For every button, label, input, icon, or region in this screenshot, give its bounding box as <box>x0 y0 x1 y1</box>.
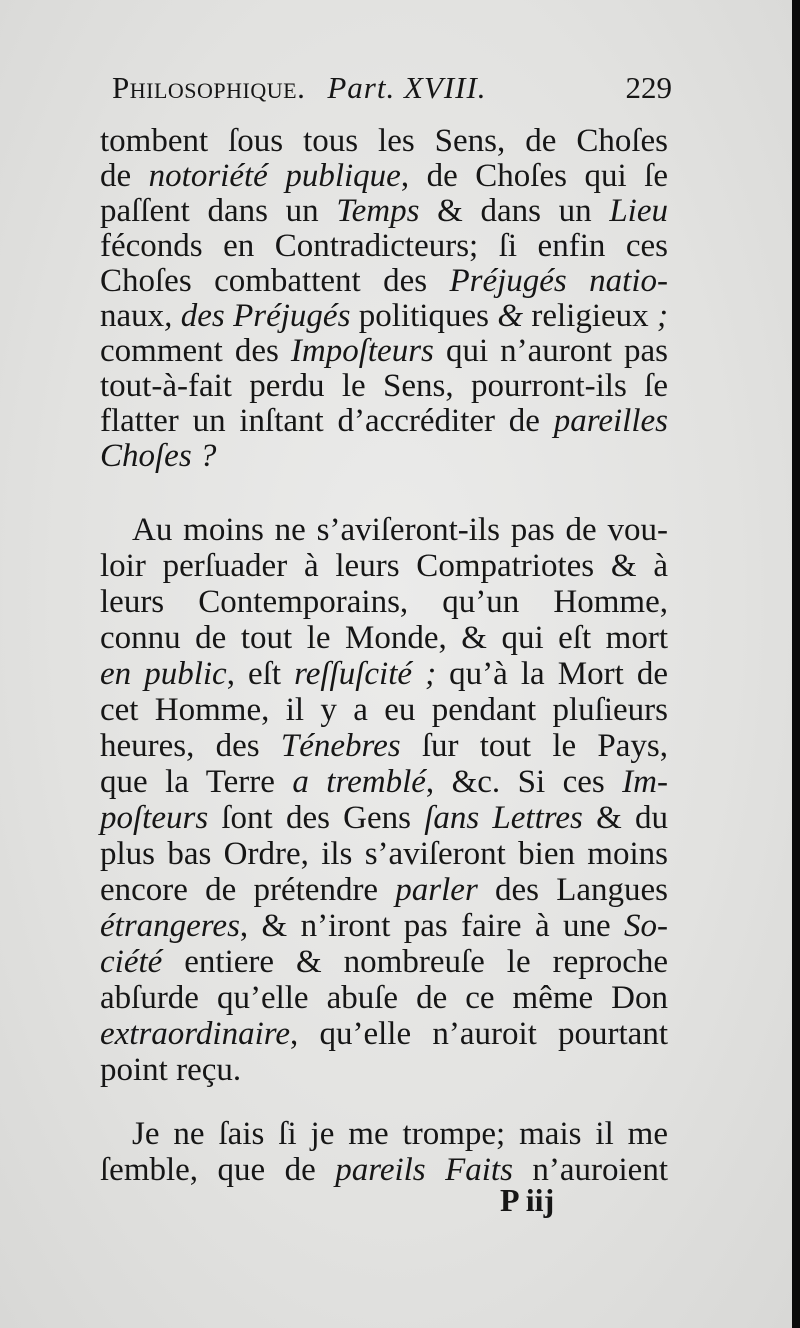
text-line <box>100 1150 668 1190</box>
text-line <box>100 331 668 371</box>
text-segment: n’auroient <box>512 1152 668 1188</box>
page-edge-shadow <box>792 0 800 1328</box>
text-segment: Je ne ſais ſi je me trompe; mais il me <box>132 1116 668 1152</box>
text-line <box>100 226 668 266</box>
italic-segment: a tremblé <box>292 764 426 800</box>
text-line <box>132 510 668 550</box>
italic-segment: Préjugés natio- <box>449 263 668 299</box>
header-title: Philosophique. <box>112 70 306 105</box>
italic-segment: pareilles <box>553 403 668 439</box>
text-segment: des Langues <box>477 872 668 908</box>
text-line <box>100 906 668 946</box>
text-line <box>100 870 668 910</box>
text-line <box>100 942 668 982</box>
text-line <box>100 978 668 1018</box>
italic-segment: ſans Lettres <box>424 800 583 836</box>
text-segment: féconds en Contradicteurs; ſi enfin ces <box>100 228 668 264</box>
text-segment: ſur tout le Pays, <box>400 728 668 764</box>
text-line <box>100 261 668 301</box>
text-segment: & du <box>582 800 668 836</box>
signature-mark: P iij <box>500 1182 555 1218</box>
italic-segment: extraordinaire <box>100 1016 291 1052</box>
text-segment: & dans un <box>419 193 610 229</box>
text-segment: , &c. Si ces <box>425 764 623 800</box>
text-segment: flatter un inſtant d’accréditer de <box>100 403 554 439</box>
text-line <box>100 1014 668 1054</box>
header-part: Part. XVIII. <box>327 70 487 105</box>
text-segment: , eſt <box>226 656 295 692</box>
text-segment: loir perſuader à leurs Compatriotes & à <box>100 548 668 584</box>
italic-segment: & <box>488 298 532 334</box>
italic-segment: étrangeres <box>100 908 240 944</box>
text-line <box>100 296 668 336</box>
italic-segment: ; <box>648 298 668 334</box>
text-segment: religieux <box>531 298 649 334</box>
text-line <box>100 762 668 802</box>
text-line <box>100 690 668 730</box>
text-line <box>100 156 668 196</box>
text-segment: qui n’auront pas <box>433 333 668 369</box>
text-segment: abſurde qu’elle abuſe de ce même Don <box>100 980 668 1016</box>
text-line <box>100 726 668 766</box>
text-line <box>100 191 668 231</box>
italic-segment: Temps <box>336 193 420 229</box>
italic-segment: en public <box>100 656 227 692</box>
italic-segment: pareils Faits <box>335 1152 513 1188</box>
text-segment: de <box>100 158 149 194</box>
text-line <box>100 654 668 694</box>
text-line <box>100 401 668 441</box>
italic-segment: , des Préjugés <box>164 298 359 334</box>
italic-segment: Lieu <box>609 193 668 229</box>
text-line <box>100 546 668 586</box>
text-line <box>100 582 668 622</box>
italic-segment: reſſuſcité ; <box>294 656 437 692</box>
text-segment: comment des <box>100 333 291 369</box>
italic-segment: Ténebres <box>280 728 401 764</box>
text-line <box>100 618 668 658</box>
text-segment: paſſent dans un <box>100 193 337 229</box>
text-segment: , qu’elle n’auroit pourtant <box>290 1016 668 1052</box>
text-segment: leurs Contemporains, qu’un Homme, <box>100 584 668 620</box>
text-segment: politiques <box>358 298 489 334</box>
page-number: 229 <box>625 70 672 105</box>
text-segment: point reçu. <box>100 1052 242 1088</box>
italic-segment: parler <box>395 872 478 908</box>
text-segment: tout-à-fait perdu le Sens, pourront-ils ſe <box>100 368 668 404</box>
text-segment: ſont des Gens <box>208 800 425 836</box>
text-segment: Au moins ne s’aviſeront-ils pas de vou- <box>132 512 668 548</box>
italic-segment: ciété <box>100 944 163 980</box>
text-segment: qu’à la Mort de <box>436 656 668 692</box>
text-segment: ſemble, que de <box>100 1152 336 1188</box>
text-segment: tombent ſous tous les Sens, de Choſes <box>100 123 668 159</box>
text-line <box>100 366 668 406</box>
text-segment: Choſes combattent des <box>100 263 450 299</box>
text-segment: connu de tout le Monde, & qui eſt mort <box>100 620 668 656</box>
text-segment: encore de prétendre <box>100 872 396 908</box>
italic-segment: So- <box>624 908 668 944</box>
text-segment: cet Homme, il y a eu pendant pluſieurs <box>100 692 668 728</box>
italic-segment: Choſes ? <box>100 438 217 474</box>
text-line <box>100 436 668 476</box>
italic-segment: poſteurs <box>100 800 209 836</box>
text-line <box>100 121 668 161</box>
italic-segment: Im- <box>622 764 668 800</box>
text-segment: entiere & nombreuſe le reproche <box>162 944 668 980</box>
text-line <box>132 1114 668 1154</box>
text-segment: , & n’iront pas faire à une <box>239 908 624 944</box>
italic-segment: Impoſteurs <box>290 333 434 369</box>
text-line <box>100 798 668 838</box>
italic-segment: notoriété publique <box>148 158 401 194</box>
text-segment: , de Choſes qui ſe <box>400 158 668 194</box>
text-line <box>100 834 668 874</box>
text-line <box>100 1050 668 1090</box>
text-segment: plus bas Ordre, ils s’aviſeront bien moins <box>100 836 668 872</box>
text-segment: que la Terre <box>100 764 293 800</box>
text-segment: naux <box>100 298 165 334</box>
text-segment: heures, des <box>100 728 281 764</box>
running-header <box>112 68 672 108</box>
